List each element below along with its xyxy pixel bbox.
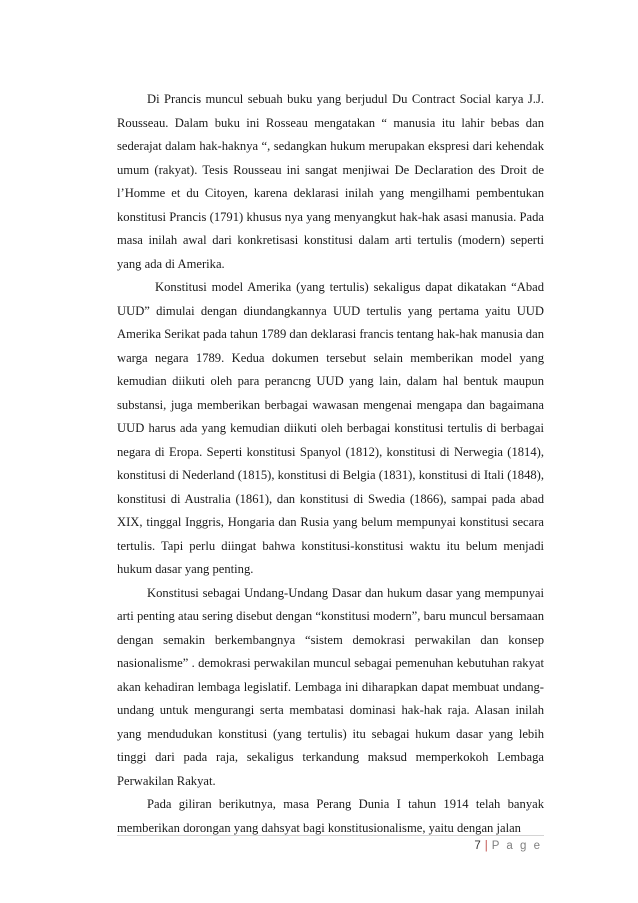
body-text (117, 88, 544, 840)
paragraph-perang-dunia: Pada giliran berikutnya, masa Perang Dunia I tahun 1914 telah banyak memberikan dorongan yang dahsyat bagi konstitusionalisme, yaitu dengan jalan (117, 797, 544, 835)
page-label: P a g e (491, 840, 542, 852)
paragraph-konstitusi-modern: Konstitusi sebagai Undang-Undang Dasar dan hukum dasar yang mempunyai arti penting atau sering disebut dengan “konstitusi modern”, baru muncul bersamaan dengan semakin berkembangnya “sistem demokrasi perwakilan dan konsep nasionalisme” . demokrasi perwakilan muncul sebagai pemenuhan kebutuhan rakyat akan kehadiran lembaga legislatif. Lembaga ini diharapkan dapat membuat undang-undang untuk mengurangi serta membatasi dominasi hak-hak raja. Alasan inilah yang mendudukan konstitusi (yang tertulis) itu sebagai hukum dasar yang lebih tinggi dari pada raja, sekaligus terkandung maksud memperkokoh Lembaga Perwakilan Rakyat. (117, 585, 544, 788)
footer-divider (117, 835, 544, 836)
footer-separator: | (484, 840, 488, 852)
page-footer (474, 840, 542, 852)
paragraph-konstitusi-amerika: Konstitusi model Amerika (yang tertulis) sekaligus dapat dikatakan “Abad UUD” dimulai dengan diundangkannya UUD tertulis yang pertama yaitu UUD Amerika Serikat pada tahun 1789 dan deklarasi francis tentang hak-hak manusia dan warga negara 1789. Kedua dokumen tersebut selain memberikan model yang kemudian diikuti oleh para perancng UUD yang lain, dalam hal bentuk maupun substansi, juga memberikan berbagai wawasan mengenai mengapa dan bagaimana UUD harus ada yang kemudian diikuti oleh berbagai konstitusi tertulis di berbagai negara di Eropa. Seperti konstitusi Spanyol (1812), konstitusi di Nerwegia (1814), konstitusi di Nederland (1815), konstitusi di Belgia (1831), konstitusi di Itali (1848), konstitusi di Australia (1861), dan konstitusi di Swedia (1866), sampai pada abad XIX, tinggal Inggris, Hongaria dan Rusia yang belum mempunyai konstitusi secara tertulis. Tapi perlu diingat bahwa konstitusi-konstitusi waktu itu belum menjadi hukum dasar yang penting. (117, 280, 544, 576)
paragraph-rousseau: Di Prancis muncul sebuah buku yang berjudul Du Contract Social karya J.J. Rousseau. Dalam buku ini Rosseau mengatakan “ manusia itu lahir bebas dan sederajat dalam hak-haknya “, sedangkan hukum merupakan ekspresi dari kehendak umum (rakyat). Tesis Rousseau ini sangat menjiwai De Declaration des Droit de l’Homme et du Citoyen, karena deklarasi inilah yang mengilhami pembentukan konstitusi Prancis (1791) khusus nya yang menyangkut hak-hak asasi manusia. Pada masa inilah awal dari konkretisasi konstitusi dalam arti tertulis (modern) seperti yang ada di Amerika. (117, 92, 544, 271)
page-number: 7 (474, 840, 481, 852)
